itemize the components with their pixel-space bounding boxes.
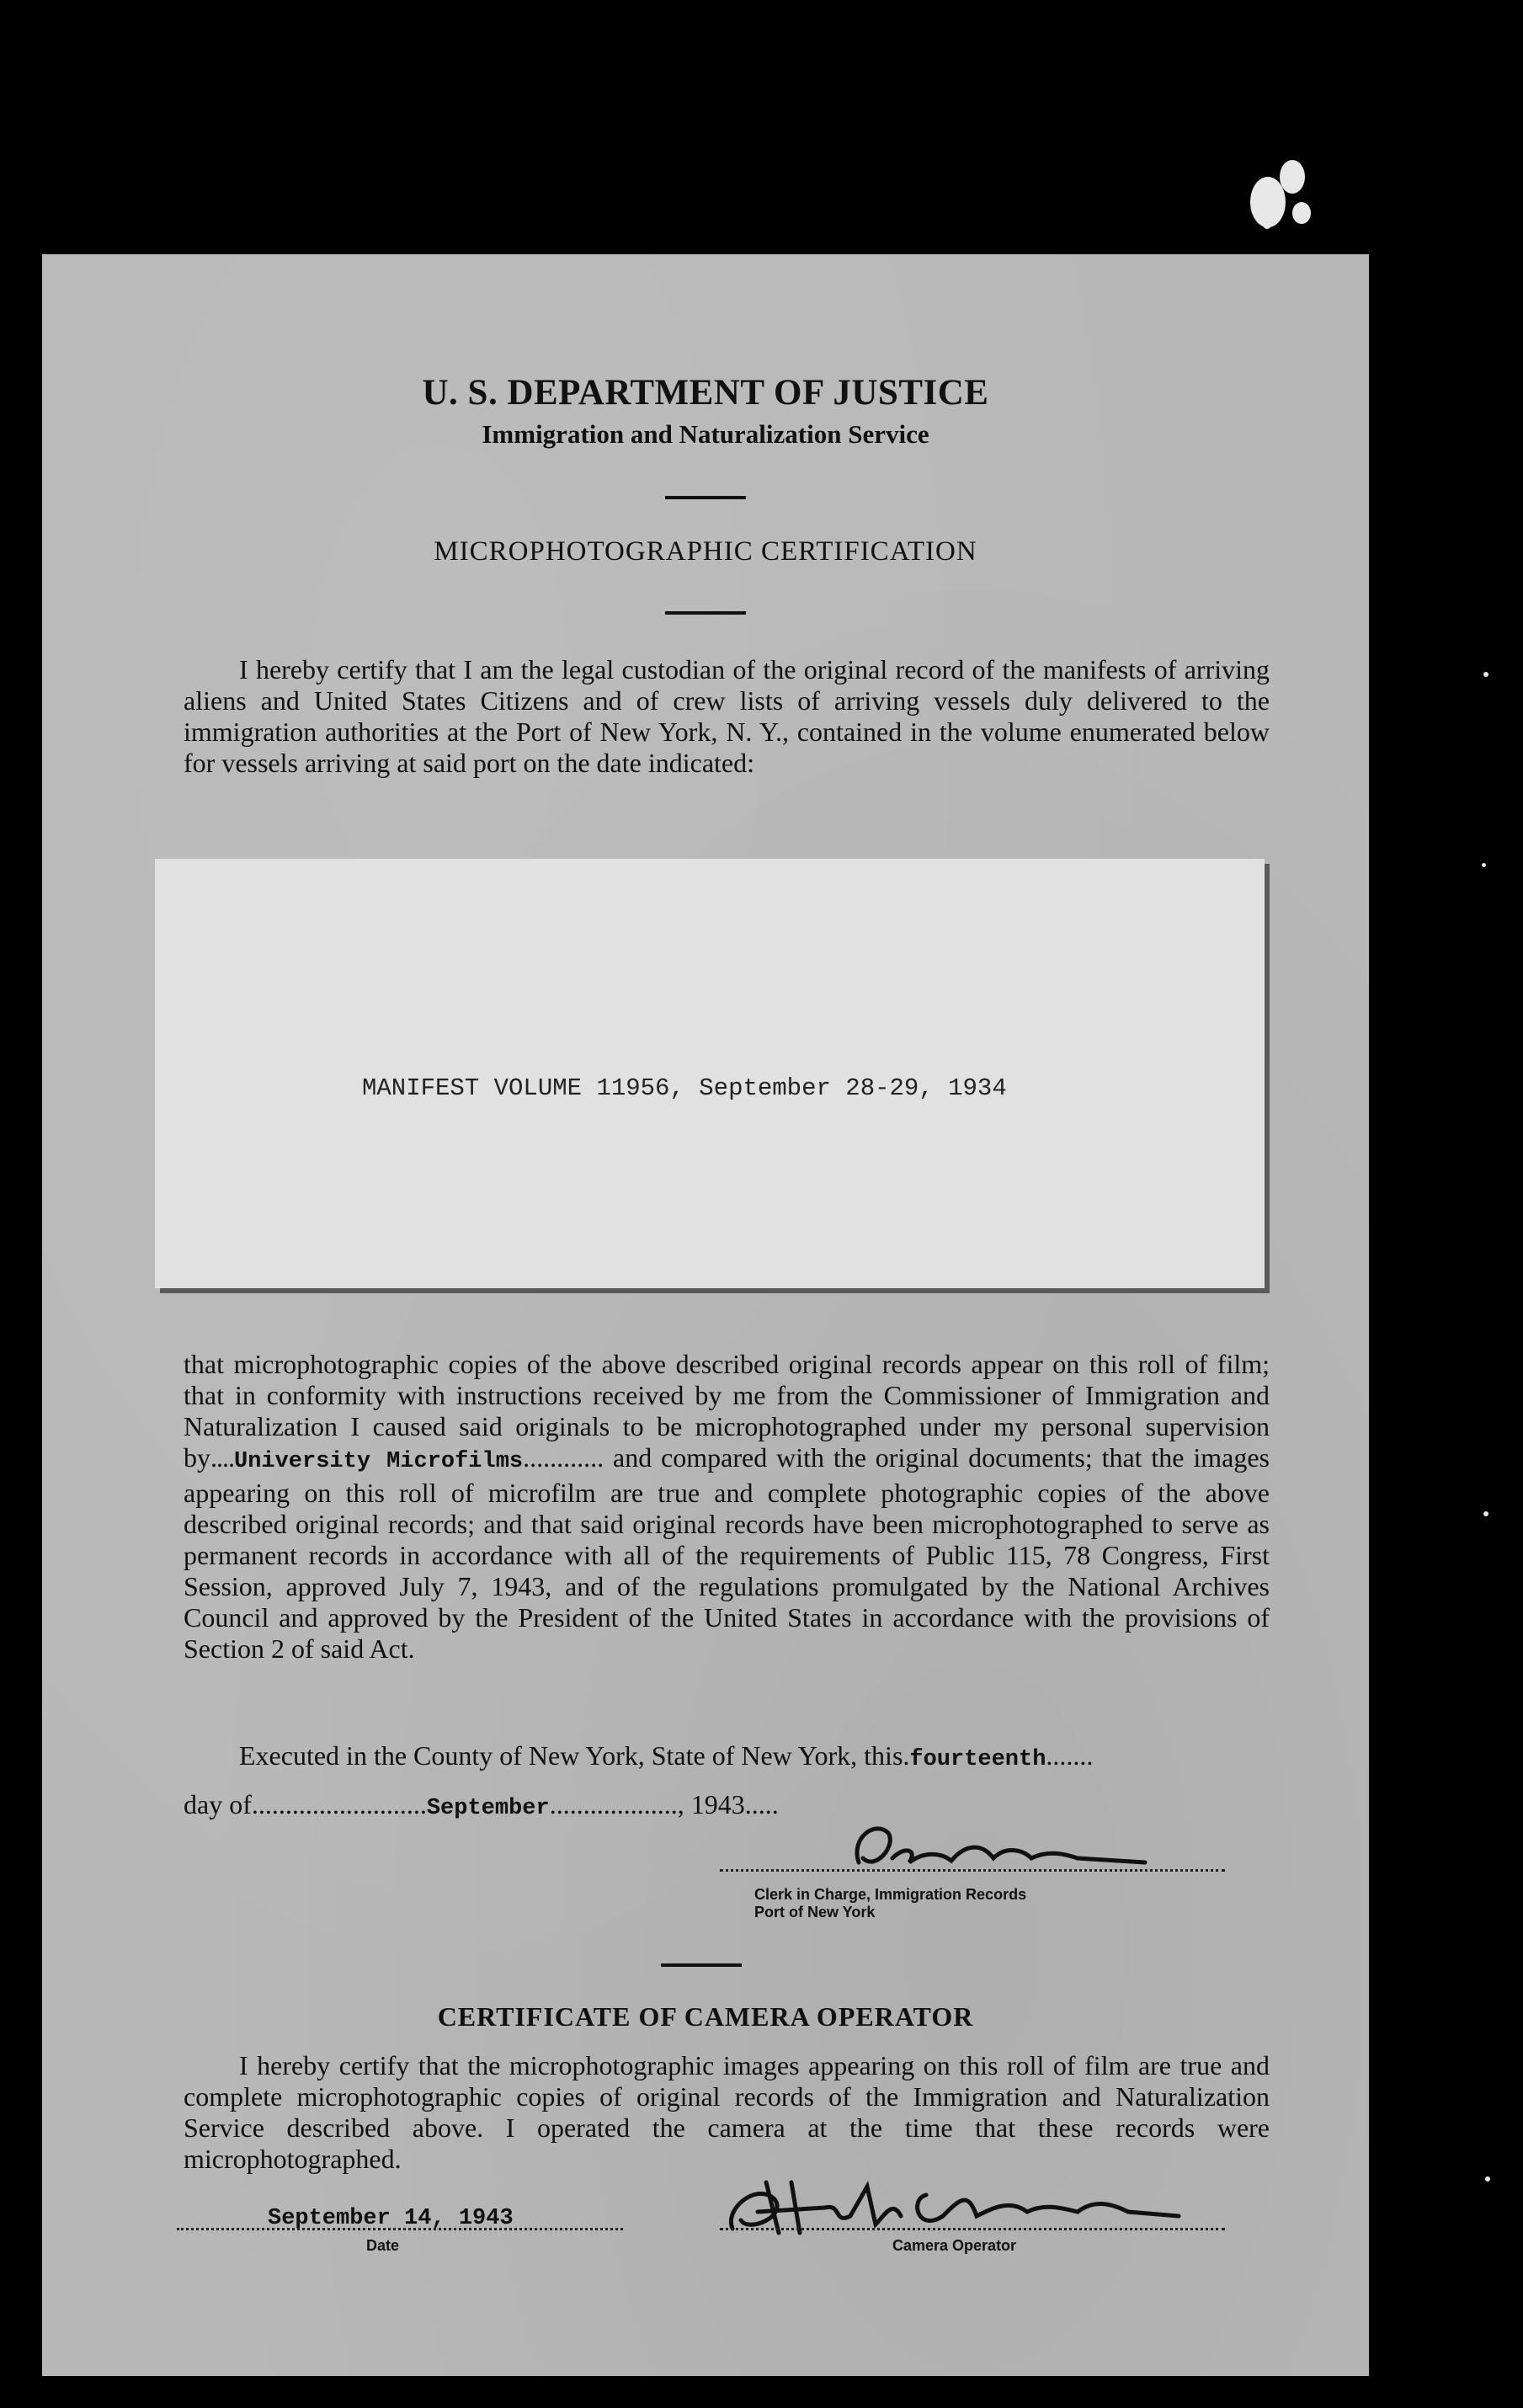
executed-line: Executed in the County of New York, State of New York, this.fourteenth....... xyxy=(239,1740,1094,1772)
service-subtitle: Immigration and Naturalization Service xyxy=(482,419,929,449)
photographer-name: University Microfilms xyxy=(234,1449,524,1474)
camera-heading: CERTIFICATE OF CAMERA OPERATOR xyxy=(437,2001,974,2032)
date-label: Date xyxy=(366,2237,400,2254)
certificate-page xyxy=(42,254,1369,2376)
day-of-line: day of..........................September..................., 1943..... xyxy=(184,1789,779,1821)
manifest-label: MANIFEST VOLUME 11956, September 28-29, 1934 xyxy=(362,1074,1007,1102)
executed-year: , 1943 xyxy=(677,1789,745,1819)
operator-signature-line xyxy=(720,2228,1225,2230)
certification-heading: MICROPHOTOGRAPHIC CERTIFICATION xyxy=(434,536,977,567)
executed-month: September xyxy=(426,1796,550,1821)
day-of-label: day of xyxy=(184,1789,252,1819)
department-title: U. S. DEPARTMENT OF JUSTICE xyxy=(422,373,989,413)
divider-rule xyxy=(661,1963,742,1967)
camera-operator-label: Camera Operator xyxy=(892,2237,1017,2254)
camera-paragraph: I hereby certify that the microphotographic images appearing on this roll of film are true and complete microphotographic copies of original records of the Immigration and Naturalization Service described above. I operated the camera at the time that these records were microphotographed. xyxy=(184,2050,1270,2174)
executed-day-word: fourteenth xyxy=(909,1747,1046,1772)
intro-paragraph: I hereby certify that I am the legal custodian of the original record of the manifests of arriving aliens and United States Citizens and of crew lists of arriving vessels duly delivered to the immigration authorities at the Port of New York, N. Y., contained in the volume enumerated below for vessels arriving at said port on the date indicated: xyxy=(184,654,1270,778)
body-paragraph: that microphotographic copies of the above described original records appear on this roll of film; that in conformity with instructions received by me from the Commissioner of Immigration and Naturalization I caused said originals to be microphotographed under my personal supervision by....University Microfilms............ and compared with the original documents; that the images appearing on this roll of microfilm are true and complete photographic copies of the above described original records; and that said original records have been microphotographed to serve as permanent records in accordance with all of the requirements of Public 115, 78 Congress, First Session, approved July 7, 1943, and of the regulations promulgated by the National Archives Council and approved by the President of the United States in accordance with the provisions of Section 2 of said Act. xyxy=(184,1349,1270,1664)
date-line xyxy=(177,2228,623,2230)
clerk-signature xyxy=(825,1812,1179,1888)
divider-rule xyxy=(665,611,746,615)
body-text-part2: and compared with the original documents; that the images appearing on this roll of microfilm are true and complete photographic copies of the above described original records; and that said original records have been microphotographed to serve as permanent records in accordance with all of the requirements of Public 115, 78 Congress, First Session, approved July 7, 1943, and of the regulations promulgated by the National Archives Council and approved by the President of the United States in accordance with the provisions of Section 2 of said Act. xyxy=(184,1442,1270,1664)
operator-date-value: September 14, 1943 xyxy=(268,2206,514,2231)
clerk-title-line2: Port of New York xyxy=(754,1904,876,1921)
clerk-title xyxy=(754,1886,1026,1921)
clerk-title-line1: Clerk in Charge, Immigration Records xyxy=(754,1886,1027,1903)
executed-prefix: Executed in the County of New York, State of New York, this xyxy=(239,1740,903,1771)
divider-rule xyxy=(665,496,746,499)
body-text-part1: that microphotographic copies of the above described original records appear on this roll of film; that in conformity with instructions received by me from the Commissioner of Immigration and Naturalization I caused said originals to be microphotographed under my personal supervision by xyxy=(184,1349,1270,1473)
clerk-signature-line xyxy=(720,1869,1225,1872)
manifest-insert-card xyxy=(155,859,1265,1288)
